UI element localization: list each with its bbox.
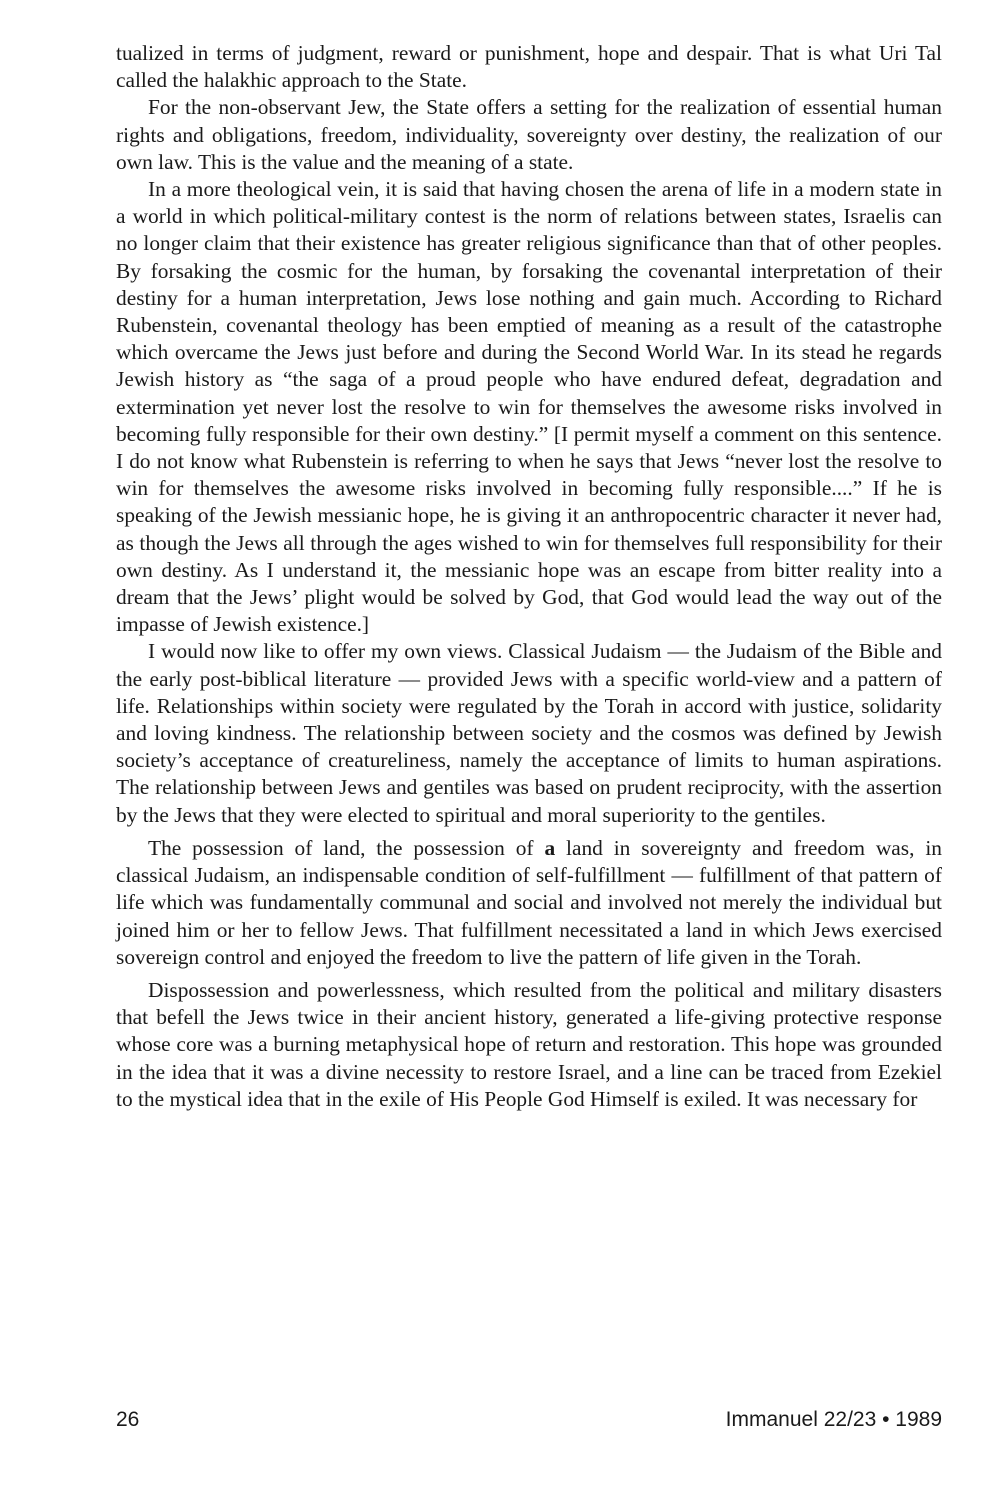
page-number: 26 <box>116 1408 140 1431</box>
paragraph-possession-of-land <box>116 835 942 971</box>
paragraph-theological-vein: In a more theological vein, it is said that having chosen the arena of life in a modern state in a world in which political-military contest is the norm of relations between states, Israelis can no longer claim that their existence has greater religious significance than that of other peoples. By forsaking the cosmic for the human, by forsaking the covenantal interpretation of their destiny for a human interpretation, Jews lose nothing and gain much. According to Richard Rubenstein, covenantal theology has been emptied of meaning as a result of the catastrophe which overcame the Jews just before and during the Second World War. In its stead he regards Jewish history as “the saga of a proud people who have endured defeat, degradation and extermination yet never lost the resolve to win for themselves the awesome risks involved in becoming fully responsible for their own destiny.” [I permit myself a comment on this sentence. I do not know what Rubenstein is referring to when he says that Jews “never lost the resolve to win for themselves the awesome risks involved in becoming fully responsible....” If he is speaking of the Jewish messianic hope, he is giving it an anthropocentric character it never had, as though the Jews all through the ages wished to win for themselves full responsibility for their own destiny. As I understand it, the messianic hope was an escape from bitter reality into a dream that the Jews’ plight would be solved by God, that God would lead the way out of the impasse of Jewish existence.] <box>116 177 942 637</box>
paragraph-dispossession: Dispossession and powerlessness, which resulted from the political and military disasters that befell the Jews twice in their ancient history, generated a life-giving protective response whose core was a burning metaphysical hope of return and restoration. This hope was grounded in the idea that it was a divine necessity to restore Israel, and a line can be traced from Ezekiel to the mystical idea that in the exile of His People God Himself is exiled. It was necessary for <box>116 977 942 1111</box>
paragraph-text-end: land in sovereignty and freedom was, in classical Judaism, an indispensable condition of self-fulfillment — fulfillment of that pattern of life which was fundamentally communal and social and involved not merely the individual but joined him or her to fellow Jews. That fulfillment necessitated a land in which Jews exercised sovereign control and enjoyed the freedom to live the pattern of life given in the Torah. <box>116 835 942 969</box>
emphasized-word: a <box>544 835 556 860</box>
page-body <box>116 40 942 1113</box>
paragraph-text-start: The possession of land, the possession of <box>148 835 545 860</box>
running-title: Immanuel 22/23 • 1989 <box>725 1408 942 1431</box>
paragraph-non-observant-jew: For the non-observant Jew, the State offers a setting for the realization of essential human rights and obligations, freedom, individuality, sovereignty over destiny, the realization of our own law. This is the value and the meaning of a state. <box>116 95 942 174</box>
paragraph-continuation: tualized in terms of judgment, reward or punishment, hope and despair. That is what Uri Tal called the halakhic approach to the State. <box>116 41 942 93</box>
paragraph-own-views: I would now like to offer my own views. Classical Judaism — the Judaism of the Bible and the early post-biblical literature — provided Jews with a specific world-view and a pattern of life. Relationships within society were regulated by the Torah in accord with justice, solidarity and loving kindness. The relationship between society and the cosmos was defined by Jewish society’s acceptance of creatureliness, namely the acceptance of limits to human aspirations. The relationship between Jews and gentiles was based on prudent reciprocity, with the assertion by the Jews that they were elected to spiritual and moral superiority to the gentiles. <box>116 639 942 827</box>
page-footer <box>116 1408 942 1438</box>
